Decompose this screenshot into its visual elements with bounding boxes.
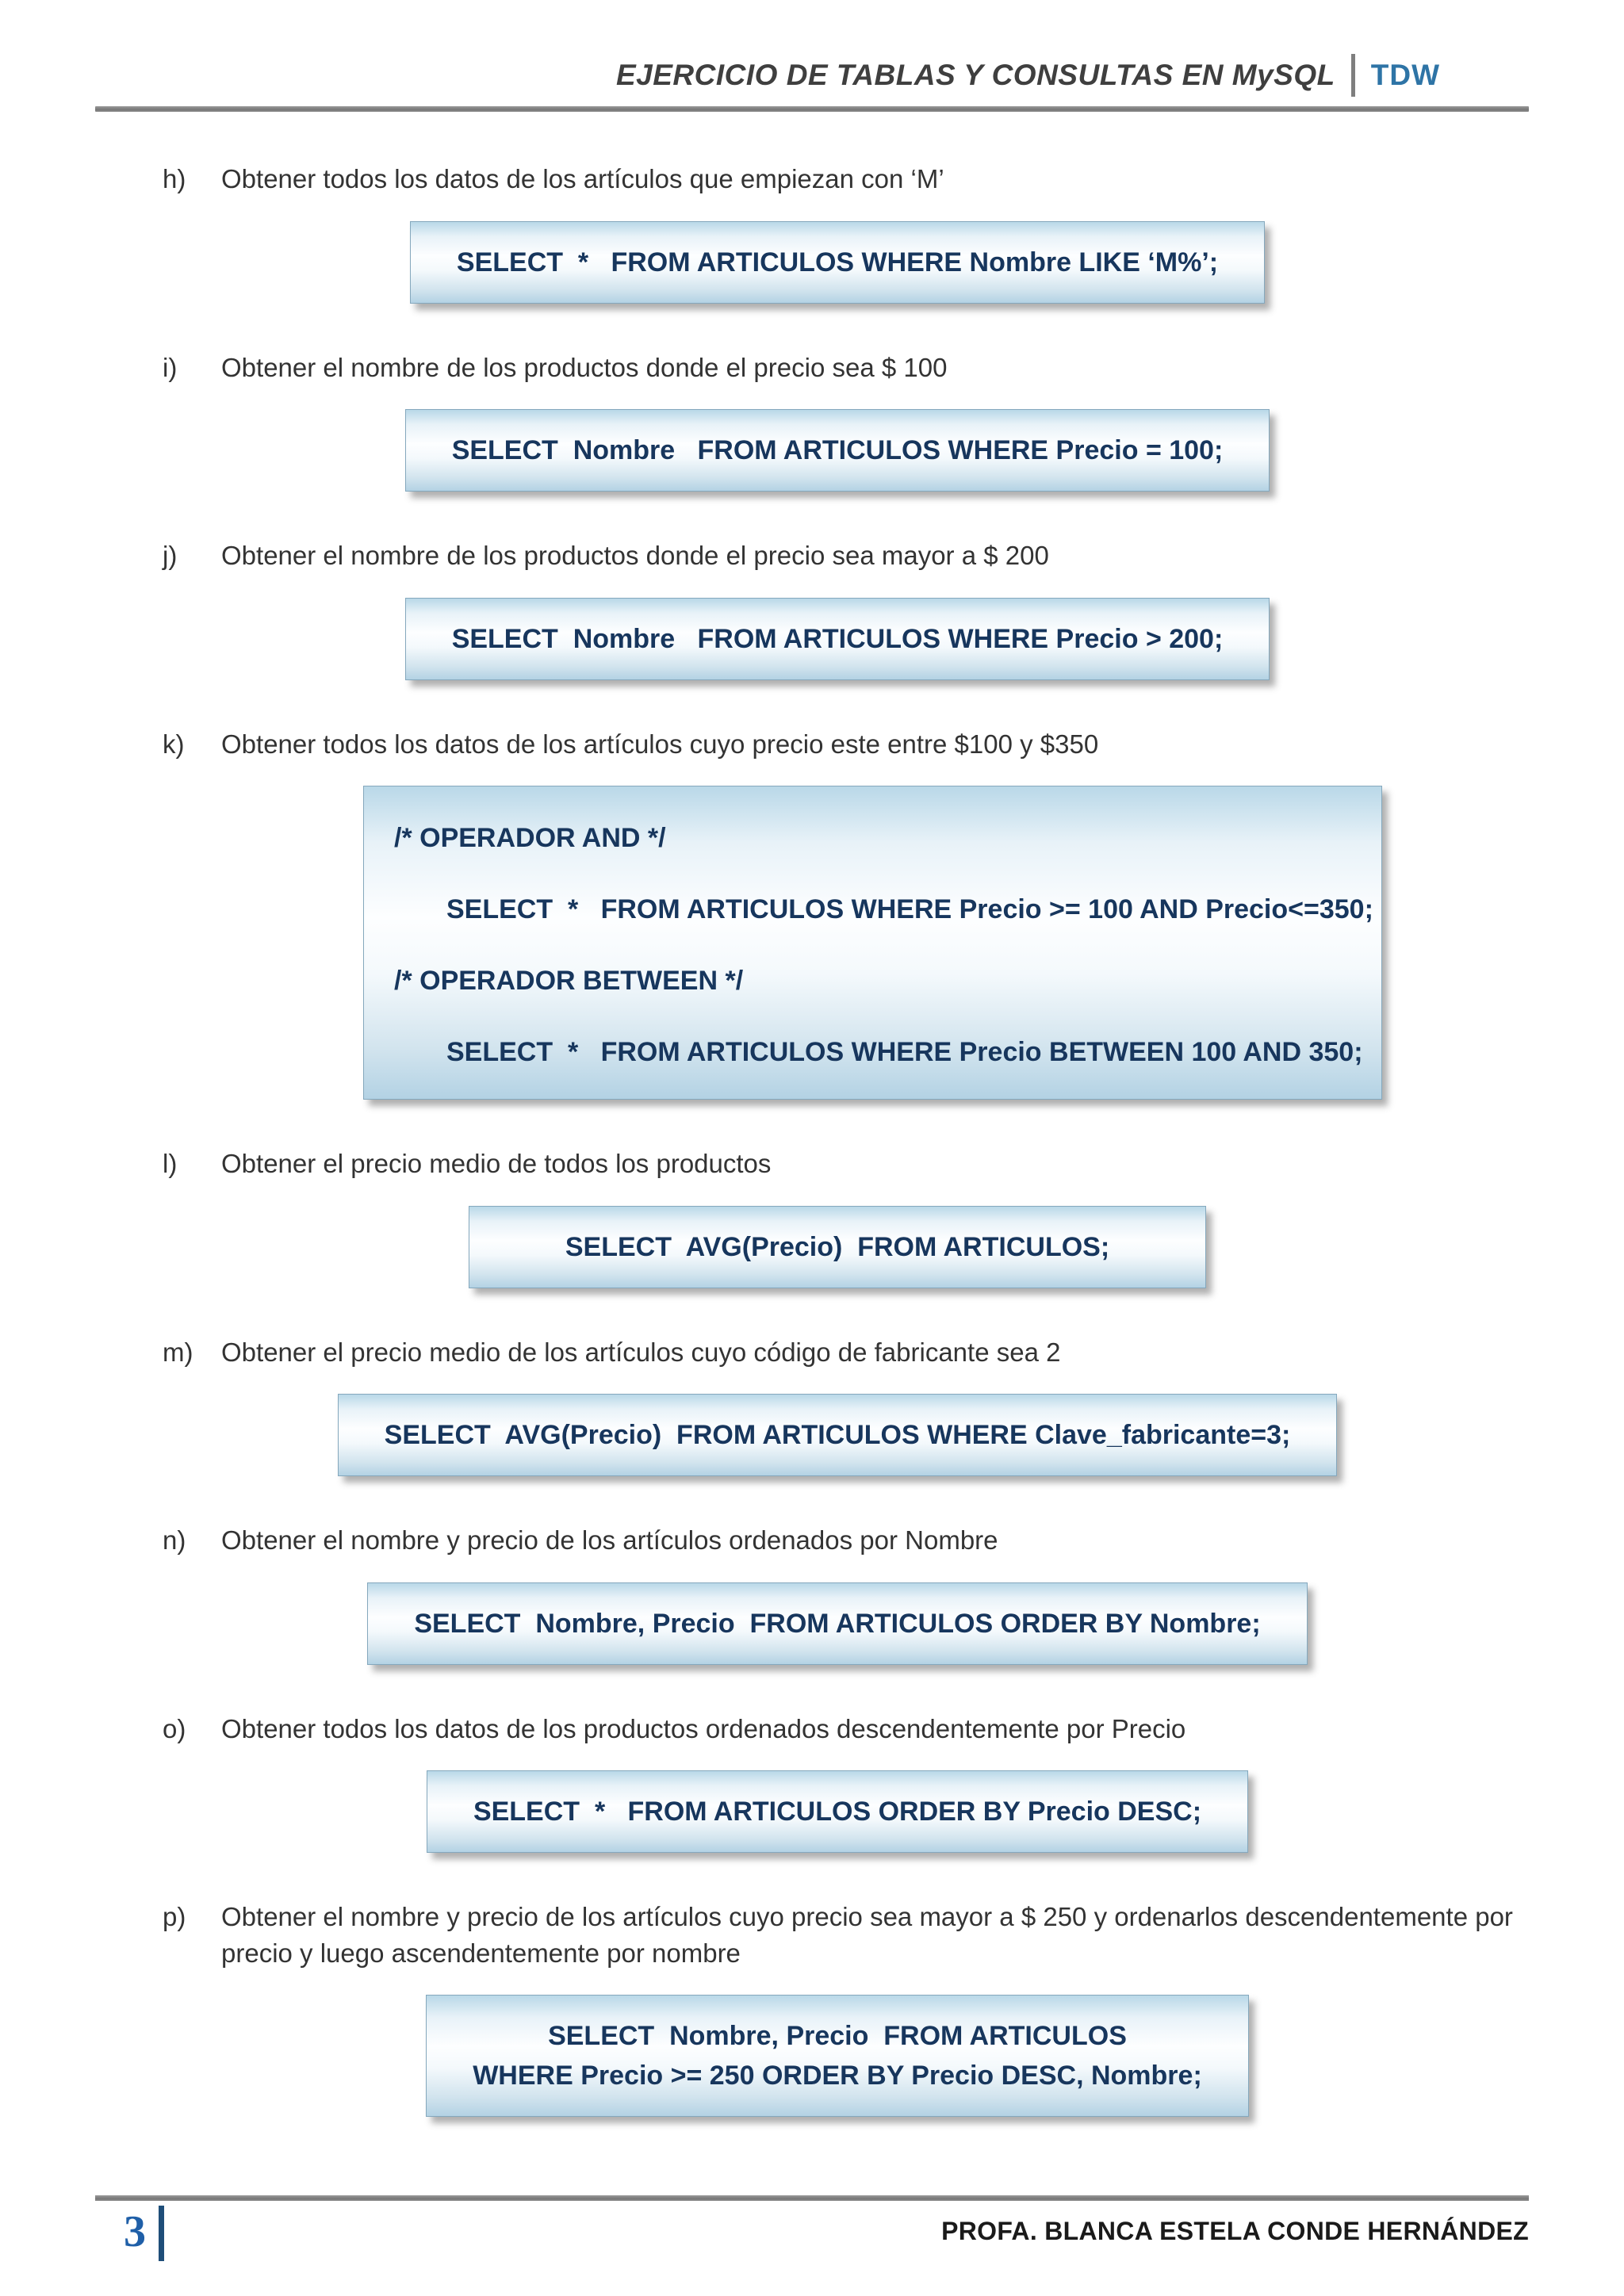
sql-code-box — [338, 1394, 1338, 1476]
item-label: i) — [163, 352, 178, 382]
item-label: p) — [163, 1902, 186, 1932]
item-text: Obtener el nombre y precio de los artículos ordenados por Nombre — [221, 1525, 998, 1556]
sql-code-box — [426, 1995, 1249, 2117]
exercise-item — [95, 350, 1529, 492]
sql-code-line: SELECT * FROM ARTICULOS ORDER BY Precio DESC; — [473, 1797, 1202, 1827]
sql-code-line: SELECT Nombre FROM ARTICULOS WHERE Precio = 100; — [451, 435, 1224, 466]
item-label: l) — [163, 1149, 178, 1179]
item-text: Obtener el nombre y precio de los artículos cuyo precio sea mayor a $ 250 y ordenarlos descendentemente por precio y luego ascendentemente por nombre — [221, 1902, 1513, 1968]
exercise-item — [95, 1146, 1529, 1288]
exercise-item — [95, 726, 1529, 1100]
sql-code-line: SELECT * FROM ARTICULOS WHERE Precio >= 100 AND Precio<=350; — [446, 894, 1373, 925]
exercise-item — [95, 1711, 1529, 1854]
item-label: m) — [163, 1337, 193, 1367]
document-title: EJERCICIO DE TABLAS Y CONSULTAS EN MySQL — [616, 59, 1335, 91]
sql-code-box — [410, 221, 1265, 304]
exercise-item — [95, 1522, 1529, 1665]
item-label: n) — [163, 1525, 186, 1556]
sql-code-line: SELECT Nombre, Precio FROM ARTICULOS — [548, 2021, 1127, 2052]
sql-code-box — [405, 409, 1270, 492]
exercise-list — [95, 161, 1529, 2117]
page-number-divider — [159, 2206, 164, 2261]
item-text: Obtener el precio medio de todos los productos — [221, 1149, 772, 1179]
sql-code-line: SELECT Nombre FROM ARTICULOS WHERE Precio > 200; — [451, 623, 1224, 654]
item-text: Obtener todos los datos de los artículos cuyo precio este entre $100 y $350 — [221, 729, 1099, 759]
sql-code-line: SELECT AVG(Precio) FROM ARTICULOS WHERE Clave_fabricante=3; — [384, 1420, 1291, 1451]
sql-code-box — [367, 1582, 1307, 1665]
exercise-statement — [163, 1899, 1529, 1971]
header-rule — [95, 106, 1529, 112]
item-label: k) — [163, 729, 185, 759]
item-text: Obtener todos los datos de los productos ordenados descendentemente por Precio — [221, 1713, 1186, 1743]
footer-row — [95, 2206, 1529, 2261]
sql-code-line: WHERE Precio >= 250 ORDER BY Precio DESC, Nombre; — [473, 2061, 1202, 2091]
exercise-statement — [163, 1522, 1529, 1559]
footer-rule — [95, 2195, 1529, 2201]
item-text: Obtener el nombre de los productos donde el precio sea mayor a $ 200 — [221, 541, 1049, 571]
item-label: o) — [163, 1713, 186, 1743]
page-number: 3 — [124, 2207, 146, 2256]
sql-code-line: SELECT * FROM ARTICULOS WHERE Precio BETWEEN 100 AND 350; — [446, 1037, 1363, 1068]
exercise-item — [95, 1899, 1529, 2117]
item-label: h) — [163, 164, 186, 193]
sql-code-line: /* OPERADOR AND */ — [394, 823, 666, 854]
sql-code-line: SELECT AVG(Precio) FROM ARTICULOS; — [565, 1231, 1110, 1262]
header-badge: TDW — [1370, 59, 1440, 91]
page-header — [95, 54, 1529, 112]
exercise-statement — [163, 726, 1529, 763]
exercise-statement — [163, 538, 1529, 574]
item-label: j) — [163, 541, 178, 571]
header-divider — [1351, 54, 1355, 97]
exercise-statement — [163, 1146, 1529, 1182]
header-row — [95, 54, 1529, 97]
item-text: Obtener todos los datos de los artículos que empiezan con ‘M’ — [221, 164, 944, 193]
sql-code-box — [405, 598, 1270, 680]
item-text: Obtener el nombre de los productos donde el precio sea $ 100 — [221, 352, 948, 382]
footer-author: PROFA. BLANCA ESTELA CONDE HERNÁNDEZ — [941, 2217, 1529, 2245]
exercise-item — [95, 161, 1529, 304]
sql-code-box — [363, 786, 1382, 1100]
page-number-block — [124, 2206, 164, 2261]
sql-code-box — [469, 1206, 1206, 1288]
sql-code-line: SELECT * FROM ARTICULOS WHERE Nombre LIKE ‘M%’; — [456, 247, 1219, 277]
exercise-statement — [163, 1711, 1529, 1747]
item-text: Obtener el precio medio de los artículos cuyo código de fabricante sea 2 — [221, 1337, 1061, 1367]
sql-code-line: /* OPERADOR BETWEEN */ — [394, 966, 744, 997]
exercise-statement — [163, 1334, 1529, 1371]
exercise-statement — [163, 161, 1529, 197]
sql-code-box — [427, 1770, 1248, 1853]
exercise-item — [95, 1334, 1529, 1477]
exercise-statement — [163, 350, 1529, 386]
exercise-item — [95, 538, 1529, 680]
sql-code-line: SELECT Nombre, Precio FROM ARTICULOS ORDER BY Nombre; — [414, 1608, 1261, 1639]
page-footer — [95, 2195, 1529, 2261]
